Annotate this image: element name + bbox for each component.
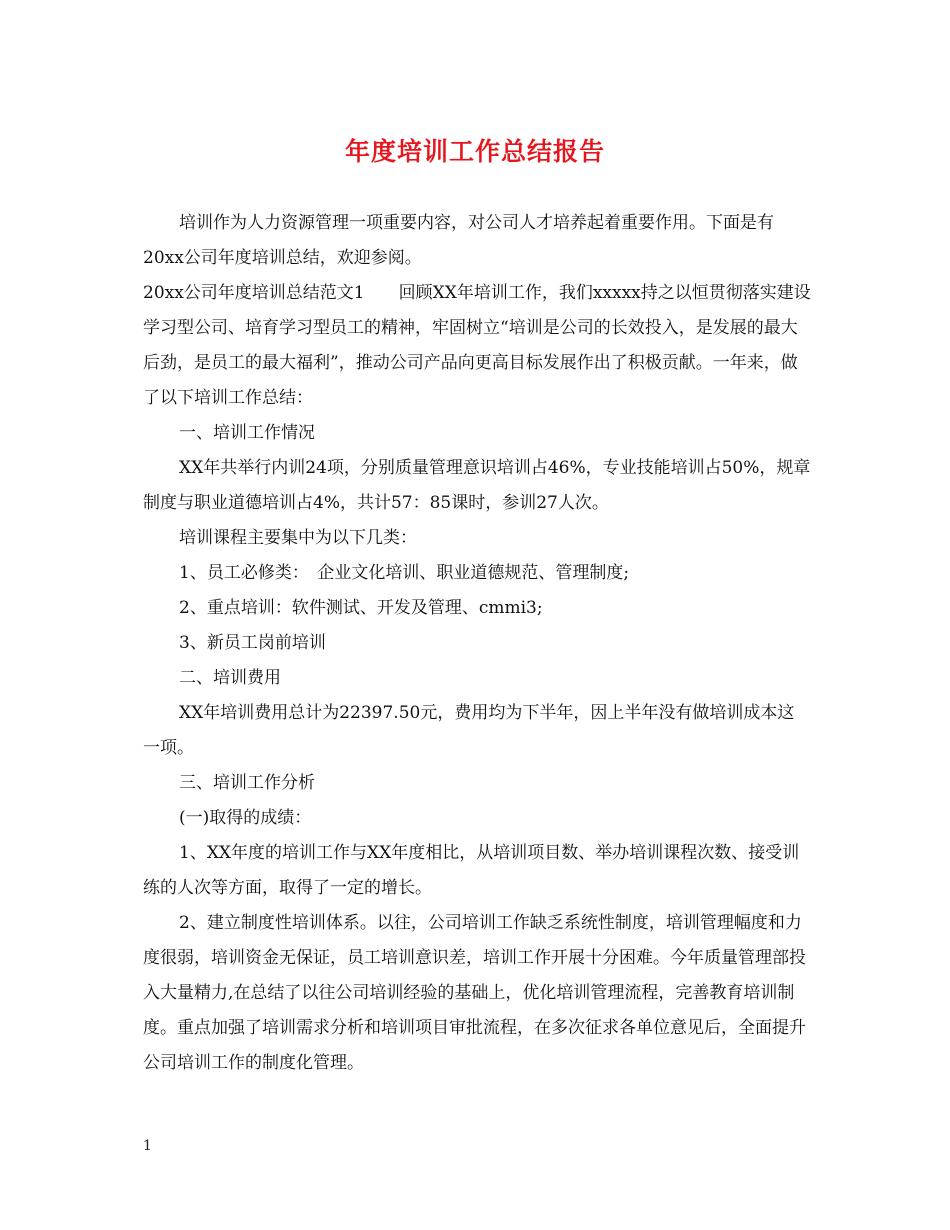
list-item-key-training: 2、重点培训：软件测试、开发及管理、cmmi3; (179, 598, 543, 618)
paragraph-training-stats: XX年共举行内训24项，分别质量管理意识培训占46%，专业技能培训占50%，规章制度与职业道德培训占4%，共计57：85课时，参训27人次。 (143, 458, 811, 513)
paragraph-achievement-2: 2、建立制度性培训体系。以往，公司培训工作缺乏系统性制度，培训管理幅度和力度很弱，培训资金无保证，员工培训意识差，培训工作开展十分困难。今年质量管理部投入大量精力,在总结了以往公司培训经验的基础上，优化培训管理流程，完善教育培训制度。重点加强了培训需求分析和培训项目审批流程，在多次征求各单位意见后，全面提升公司培训工作的制度化管理。 (143, 913, 806, 1073)
section-heading-training-cost: 二、培训费用 (179, 668, 281, 688)
section-heading-training-status: 一、培训工作情况 (179, 423, 315, 443)
paragraph-intro: 培训作为人力资源管理一项重要内容，对公司人才培养起着重要作用。下面是有20xx公司年度培训总结，欢迎参阅。 (143, 213, 774, 268)
document-body (143, 206, 811, 1081)
paragraph-sample-heading: 20xx公司年度培训总结范文1 回顾XX年培训工作，我们xxxxx持之以恒贯彻落实建设学习型公司、培育学习型员工的精神，牢固树立“培训是公司的长效投入，是发展的最大后劲，是员工的最大福利”，推动公司产品向更高目标发展作出了积极贡献。一年来，做了以下培训工作总结： (143, 283, 811, 408)
list-item-new-employee-training: 3、新员工岗前培训 (179, 633, 326, 653)
paragraph-achievement-1: 1、XX年度的培训工作与XX年度相比，从培训项目数、举办培训课程次数、接受训练的人次等方面，取得了一定的增长。 (143, 843, 800, 898)
paragraph-training-cost: XX年培训费用总计为22397.50元，费用均为下半年，因上半年没有做培训成本这一项。 (143, 703, 795, 758)
page-number: 1 (143, 1138, 152, 1154)
list-item-required-courses: 1、员工必修类： 企业文化培训、职业道德规范、管理制度; (179, 563, 630, 583)
document-title: 年度培训工作总结报告 (344, 137, 605, 166)
section-heading-training-analysis: 三、培训工作分析 (179, 773, 315, 793)
paragraph-course-categories: 培训课程主要集中为以下几类： (179, 528, 417, 548)
subsection-heading-achievements: (一)取得的成绩： (179, 808, 312, 828)
